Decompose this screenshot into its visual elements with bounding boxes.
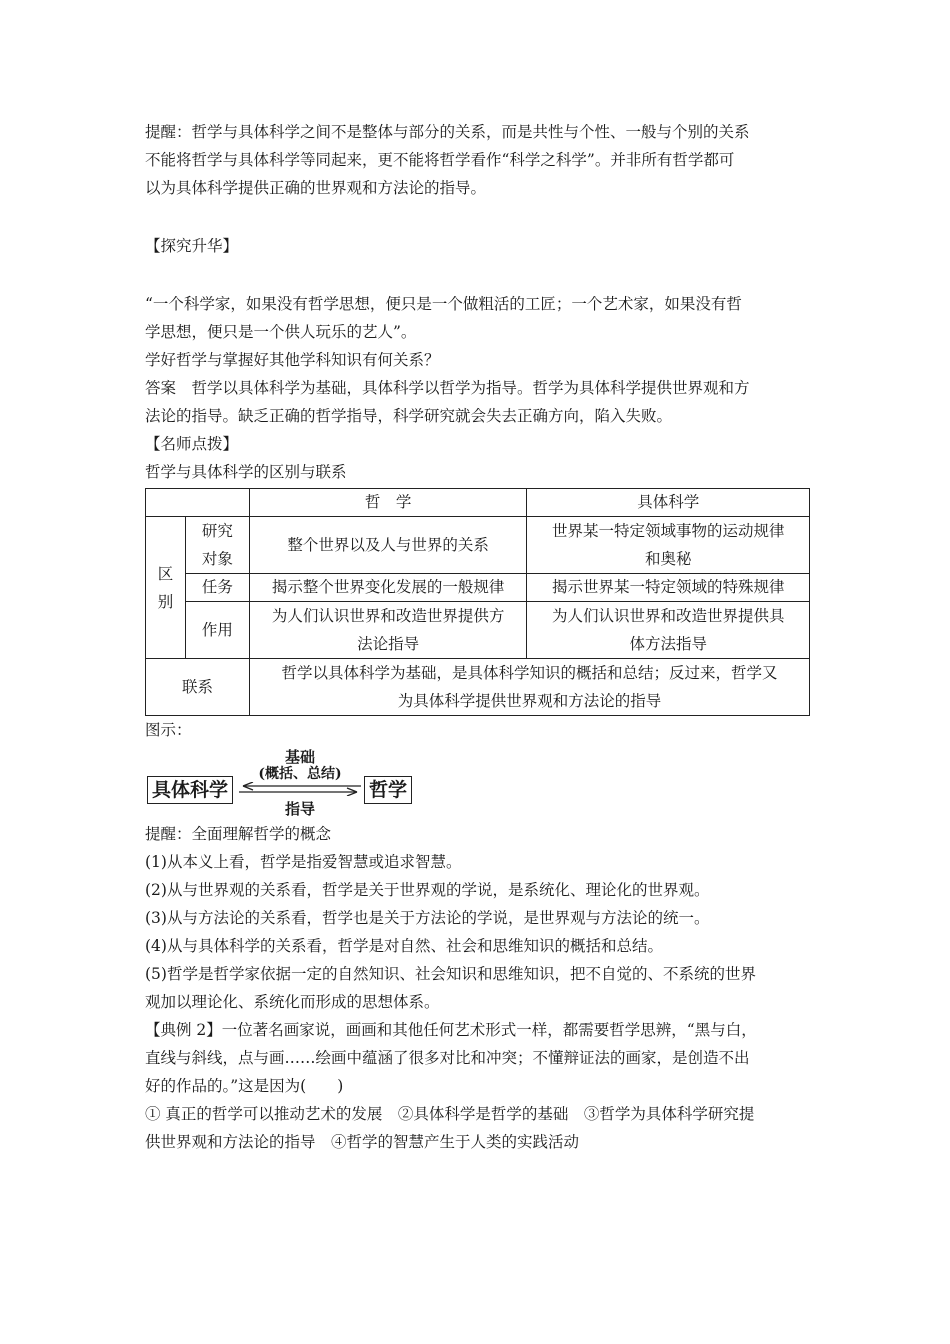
row-label-task: 任务 xyxy=(185,574,249,602)
quote-line: 学思想，便只是一个供人玩乐的艺人”。 xyxy=(145,323,417,341)
text-line: 提醒：哲学与具体科学之间不是整体与部分的关系，而是共性与个性、一般与个别的关系 xyxy=(145,123,750,141)
list-item: 观加以理论化、系统化而形成的思想体系。 xyxy=(145,993,440,1011)
list-item: (3)从与方法论的关系看，哲学也是关于方法论的学说，是世界观与方法论的统一。 xyxy=(145,909,710,927)
table-row-link xyxy=(146,659,810,716)
text-line: 不能将哲学与具体科学等同起来，更不能将哲学看作“科学之科学”。并非所有哲学都可 xyxy=(145,151,735,169)
relation-diagram xyxy=(145,746,810,820)
header-philosophy: 哲 学 xyxy=(249,489,527,517)
document-page xyxy=(145,118,810,1156)
question-text: 学好哲学与掌握好其他学科知识有何关系？ xyxy=(145,351,440,369)
cell-science: 世界某一特定领域事物的运动规律 和奥秘 xyxy=(527,517,810,574)
section-heading-teacher: 【名师点拨】 xyxy=(145,435,239,453)
science-box: 具体科学 xyxy=(147,776,233,804)
guidance-label: 指导 xyxy=(284,800,315,818)
header-science: 具体科学 xyxy=(527,489,810,517)
cell-science: 为人们认识世界和改造世界提供具 体方法指导 xyxy=(527,602,810,659)
options-line: 供世界观和方法论的指导 ④哲学的智慧产生于人类的实践活动 xyxy=(145,1133,580,1151)
explore-section xyxy=(145,290,810,430)
row-label-object: 研究 对象 xyxy=(185,517,249,574)
cell-philosophy: 揭示整个世界变化发展的一般规律 xyxy=(249,574,527,602)
reminder-paragraph-1 xyxy=(145,118,810,202)
list-item: (4)从与具体科学的关系看，哲学是对自然、社会和思维知识的概括和总结。 xyxy=(145,937,663,955)
table-corner-cell xyxy=(146,489,250,517)
cell-philosophy: 为人们认识世界和改造世界提供方 法论指导 xyxy=(249,602,527,659)
summary-label: (概括、总结) xyxy=(258,766,342,782)
table-row xyxy=(146,602,810,659)
table-row xyxy=(146,517,810,574)
diagram-caption: 图示： xyxy=(145,721,192,739)
text-line: 好的作品的。”这是因为( ) xyxy=(145,1077,344,1095)
list-item: (2)从与世界观的关系看，哲学是关于世界观的学说，是系统化、理论化的世界观。 xyxy=(145,881,710,899)
reminder-heading: 提醒：全面理解哲学的概念 xyxy=(145,825,332,843)
foundation-label: 基础 xyxy=(284,748,315,766)
table-title: 哲学与具体科学的区别与联系 xyxy=(145,463,347,481)
answer-line: 法论的指导。缺乏正确的哲学指导，科学研究就会失去正确方向，陷入失败。 xyxy=(145,407,673,425)
comparison-table xyxy=(145,488,810,716)
table-row xyxy=(146,574,810,602)
list-item: (1)从本义上看，哲学是指爱智慧或追求智慧。 xyxy=(145,853,462,871)
list-item: (5)哲学是哲学家依据一定的自然知识、社会知识和思维知识，把不自觉的、不系统的世界 xyxy=(145,965,756,983)
reminder-paragraph-2 xyxy=(145,820,810,1016)
cell-science: 揭示世界某一特定领域的特殊规律 xyxy=(527,574,810,602)
difference-label: 区 别 xyxy=(146,517,186,659)
quote-line: “一个科学家，如果没有哲学思想，便只是一个做粗活的工匠；一个艺术家，如果没有哲 xyxy=(145,295,742,313)
double-arrow-icon xyxy=(237,782,365,796)
example-question xyxy=(145,1016,810,1156)
options-line: ① 真正的哲学可以推动艺术的发展 ②具体科学是哲学的基础 ③哲学为具体科学研究提 xyxy=(145,1105,755,1123)
cell-philosophy: 整个世界以及人与世界的关系 xyxy=(249,517,527,574)
text-line: 直线与斜线，点与画……绘画中蕴涵了很多对比和冲突；不懂辩证法的画家，是创造不出 xyxy=(145,1049,750,1067)
table-header-row xyxy=(146,489,810,517)
text-line: 以为具体科学提供正确的世界观和方法论的指导。 xyxy=(145,179,487,197)
text-line: 【典例 2】一位著名画家说，画画和其他任何艺术形式一样，都需要哲学思辨，“黑与白， xyxy=(145,1021,757,1039)
section-heading-explore: 【探究升华】 xyxy=(145,237,239,255)
link-text: 哲学以具体科学为基础，是具体科学知识的概括和总结；反过来，哲学又 为具体科学提供世界观和方法论的指导 xyxy=(249,659,809,716)
link-label: 联系 xyxy=(146,659,250,716)
philosophy-box: 哲学 xyxy=(364,776,412,804)
row-label-function: 作用 xyxy=(185,602,249,659)
answer-line: 答案 哲学以具体科学为基础，具体科学以哲学为指导。哲学为具体科学提供世界观和方 xyxy=(145,379,750,397)
